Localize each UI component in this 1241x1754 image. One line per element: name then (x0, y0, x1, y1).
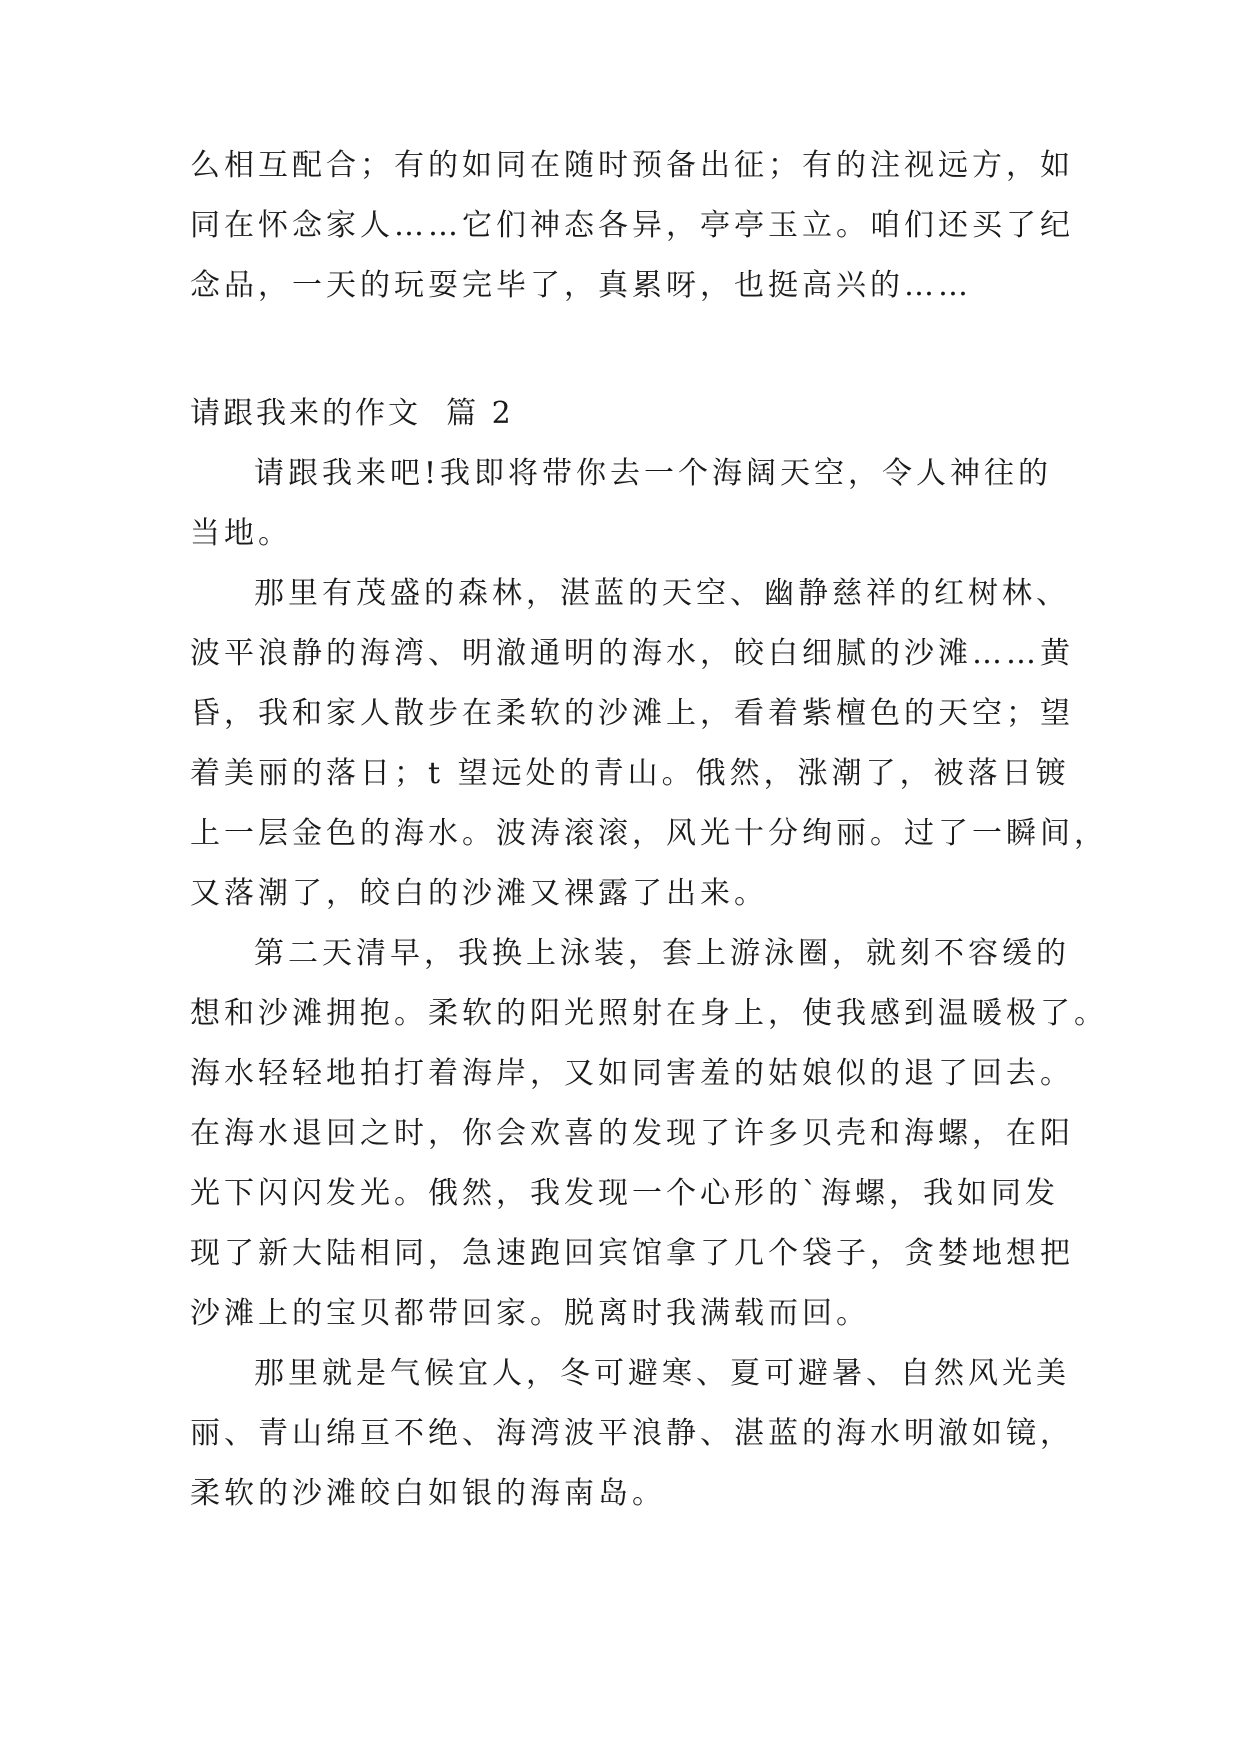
paragraph-2 (190, 564, 1108, 924)
text-line: 同在怀念家人……它们神态各异，亭亭玉立。咱们还买了纪 (190, 208, 1074, 243)
text-line: 念品，一天的玩耍完毕了，真累呀，也挺高兴的…… (190, 268, 972, 303)
text-line: 第二天清早，我换上泳装，套上游泳圈，就刻不容缓的 (254, 936, 1070, 971)
text-line: 请跟我来吧!我即将带你去一个海阔天空，令人神往的 (254, 456, 1053, 491)
text-line: 么相互配合；有的如同在随时预备出征；有的注视远方，如 (190, 148, 1074, 183)
paragraph-1 (190, 444, 1053, 564)
text-line: 沙滩上的宝贝都带回家。脱离时我满载而回。 (190, 1296, 870, 1331)
text-line: 着美丽的落日；t 望远处的青山。俄然，涨潮了，被落日镀 (190, 756, 1070, 791)
text-line: 昏，我和家人散步在柔软的沙滩上，看着紫檀色的天空；望 (190, 696, 1074, 731)
section-title: 请跟我来的作文 篇 2 (190, 396, 514, 431)
text-line: 波平浪静的海湾、明澈通明的海水，皎白细腻的沙滩……黄 (190, 636, 1074, 671)
text-line: 光下闪闪发光。俄然，我发现一个心形的`海螺，我如同发 (190, 1176, 1059, 1211)
text-line: 上一层金色的海水。波涛滚滚，风光十分绚丽。过了一瞬间， (190, 816, 1108, 851)
text-line: 想和沙滩拥抱。柔软的阳光照射在身上，使我感到温暖极了。 (190, 996, 1108, 1031)
paragraph-4 (190, 1344, 1074, 1524)
continuation-paragraph (190, 136, 1074, 316)
text-line: 那里有茂盛的森林，湛蓝的天空、幽静慈祥的红树林、 (254, 576, 1070, 611)
text-line: 海水轻轻地拍打着海岸，又如同害羞的姑娘似的退了回去。 (190, 1056, 1074, 1091)
text-line: 在海水退回之时，你会欢喜的发现了许多贝壳和海螺，在阳 (190, 1116, 1074, 1151)
text-line: 丽、青山绵亘不绝、海湾波平浪静、湛蓝的海水明澈如镜， (190, 1416, 1074, 1451)
text-line: 又落潮了，皎白的沙滩又裸露了出来。 (190, 876, 768, 911)
text-line: 柔软的沙滩皎白如银的海南岛。 (190, 1476, 666, 1511)
text-line: 当地。 (190, 516, 292, 551)
paragraph-3 (190, 924, 1108, 1344)
text-line: 现了新大陆相同，急速跑回宾馆拿了几个袋子，贪婪地想把 (190, 1236, 1074, 1271)
text-line: 那里就是气候宜人，冬可避寒、夏可避暑、自然风光美 (254, 1356, 1070, 1391)
